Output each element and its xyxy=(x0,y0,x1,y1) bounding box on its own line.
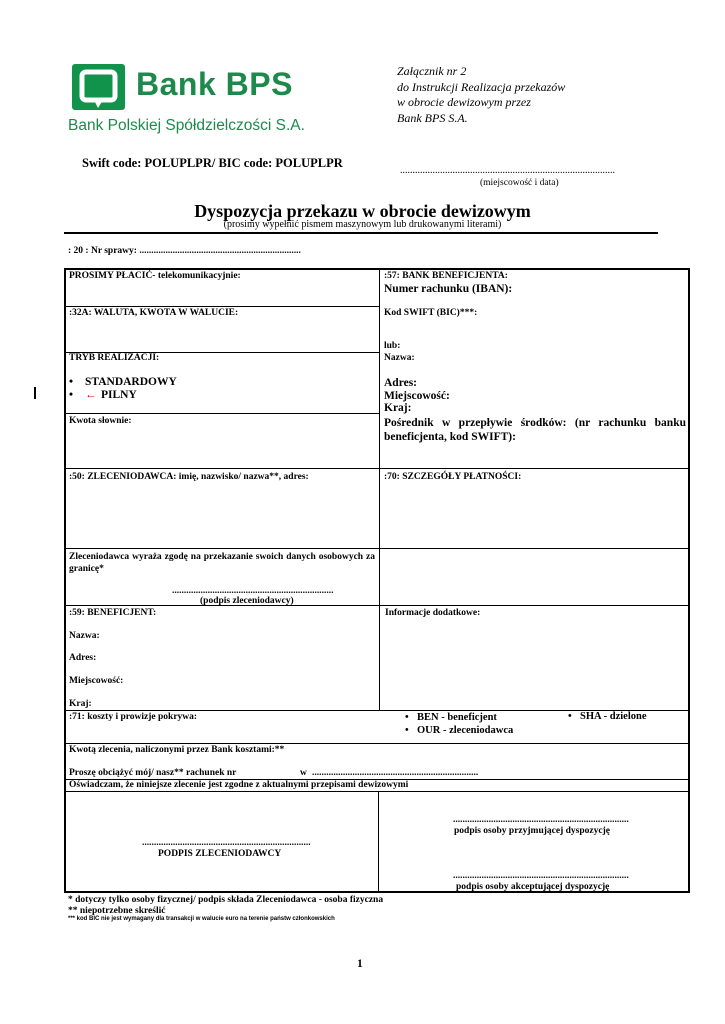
column-divider xyxy=(379,270,380,711)
amount-words-label: Kwota słownie: xyxy=(69,416,132,426)
annex-line: w obrocie dewizowym przez xyxy=(397,95,531,109)
title-underline xyxy=(64,232,658,234)
consent-text: Zleceniodawca wyraża zgodę na przekazanie swoich danych osobowych za granicę* xyxy=(69,552,375,574)
page-subtitle: (prosimy wypełnić pismem maszynowym lub drukowanymi literami) xyxy=(223,219,502,230)
margin-mark xyxy=(34,387,36,399)
sha-label: SHA - dzielone xyxy=(580,711,647,722)
bullet-icon: • xyxy=(568,711,572,722)
bank-city-label: Miejscowość: xyxy=(384,390,450,402)
urgent-label: PILNY xyxy=(101,389,137,401)
annex-line: Bank BPS S.A. xyxy=(397,110,468,125)
orderer-signature-dots[interactable]: ....................................................................... xyxy=(142,838,311,848)
annex-note xyxy=(397,64,565,126)
signature-dots[interactable]: .................................................................... xyxy=(172,586,334,596)
bank-address-label: Adres: xyxy=(384,377,418,389)
iban-label: Numer rachunku (IBAN): xyxy=(384,283,513,295)
bullet-icon: • xyxy=(405,712,409,723)
currency-amount-label: :32A: WALUTA, KWOTA W WALUCIE: xyxy=(69,308,239,318)
bank-logo-mark xyxy=(72,64,125,110)
orderer-signature-caps: PODPIS ZLECENIODAWCY xyxy=(158,849,282,859)
beneficiary-address-label: Adres: xyxy=(69,653,97,663)
or-label: lub: xyxy=(384,341,401,351)
cost-option-our[interactable] xyxy=(405,724,513,737)
row-divider xyxy=(66,468,688,469)
declaration-text: Oświadczam, że niniejsze zlecenie jest zgodne z aktualnymi przepisami dewizowymi xyxy=(69,780,409,790)
approving-signature-dots[interactable]: .......................................................................... xyxy=(453,871,629,881)
row-divider xyxy=(66,605,688,606)
orderer-signature-label: (podpis zleceniodawcy) xyxy=(200,596,294,606)
orderer-label: :50: ZLECENIODAWCA: imię, nazwisko/ nazwa**, adres: xyxy=(69,472,309,482)
logo-subtitle: Bank Polskiej Spółdzielczości S.A. xyxy=(68,117,305,134)
accepting-signature-label: podpis osoby przyjmującej dyspozycję xyxy=(454,826,610,836)
logo-frame-icon xyxy=(72,64,125,110)
beneficiary-label: :59: BENEFICJENT: xyxy=(69,608,157,618)
pay-label: PROSIMY PŁACIĆ- telekomunikacyjnie: xyxy=(69,271,241,281)
row-divider xyxy=(66,548,688,549)
costs-options xyxy=(405,711,513,737)
charge-account-label: Proszę obciążyć mój/ nasz** rachunek nr xyxy=(69,768,237,778)
beneficiary-city-label: Miejscowość: xyxy=(69,676,124,686)
mode-option-urgent[interactable] xyxy=(69,389,177,402)
mode-options xyxy=(69,376,177,402)
place-date-label: (miejscowość i data) xyxy=(480,178,559,188)
signature-divider xyxy=(378,792,379,891)
case-number-field[interactable]: : 20 : Nr sprawy: .................................................................... xyxy=(68,246,301,256)
ben-label: BEN - beneficjent xyxy=(417,712,497,723)
swift-bic-label: Kod SWIFT (BIC)***: xyxy=(384,308,478,318)
cost-option-ben[interactable] xyxy=(405,711,513,724)
intermediary-label: Pośrednik w przepływie środków: (nr rachunku banku beneficjenta, kod SWIFT): xyxy=(384,417,686,443)
bullet-icon: • xyxy=(405,725,409,736)
logo-title: Bank BPS xyxy=(136,66,293,102)
payment-details-label: :70: SZCZEGÓŁY PŁATNOŚCI: xyxy=(384,472,522,482)
bank-country-label: Kraj: xyxy=(384,402,412,414)
arrow-icon: ← xyxy=(85,389,97,401)
footnote-3: *** kod BIC nie jest wymagany dla transakcji w walucie euro na terenie państw członkowskich xyxy=(68,916,335,922)
additional-info-label: Informacje dodatkowe: xyxy=(385,608,481,618)
row-divider xyxy=(66,791,688,792)
mode-label: TRYB REALIZACJI: xyxy=(69,353,160,363)
page-title: Dyspozycja przekazu w obrocie dewizowym xyxy=(194,201,531,221)
cost-option-sha[interactable] xyxy=(568,711,647,722)
mode-option-standard[interactable] xyxy=(69,376,177,389)
accepting-signature-dots[interactable]: .......................................................................... xyxy=(453,815,629,825)
our-label: OUR - zleceniodawca xyxy=(417,725,514,736)
row-divider xyxy=(66,743,688,744)
annex-line: Załącznik nr 2 xyxy=(397,64,467,78)
swift-code-line: Swift code: POLUPLPR/ BIC code: POLUPLPR xyxy=(82,156,343,170)
bullet-icon: • xyxy=(69,376,74,388)
page-number: 1 xyxy=(357,958,363,970)
row-divider xyxy=(66,306,379,307)
bank-name-label: Nazwa: xyxy=(384,353,415,363)
footnote-1: * dotyczy tylko osoby fizycznej/ podpis składa Zleceniodawca - osoba fizyczna xyxy=(68,895,384,905)
bullet-icon: • xyxy=(69,389,74,401)
charge-bank-field[interactable]: ...................................................................... xyxy=(312,768,479,778)
annex-line: do Instrukcji Realizacja przekazów xyxy=(397,79,566,94)
beneficiary-bank-label: :57: BANK BENEFICJENTA: xyxy=(384,271,508,281)
beneficiary-name-label: Nazwa: xyxy=(69,631,100,641)
row-divider xyxy=(66,413,379,414)
standard-label: STANDARDOWY xyxy=(85,376,177,388)
place-date-field[interactable]: ...................................................................................... xyxy=(400,165,615,176)
amount-costs-label: Kwotą zlecenia, naliczonymi przez Bank kosztami:** xyxy=(69,745,285,755)
charge-w-label: w xyxy=(300,768,307,778)
approving-signature-label: podpis osoby akceptującej dyspozycję xyxy=(456,882,610,892)
costs-label: :71: koszty i prowizje pokrywa: xyxy=(69,712,198,722)
footnote-2: ** niepotrzebne skreślić xyxy=(68,906,166,916)
beneficiary-country-label: Kraj: xyxy=(69,699,92,709)
